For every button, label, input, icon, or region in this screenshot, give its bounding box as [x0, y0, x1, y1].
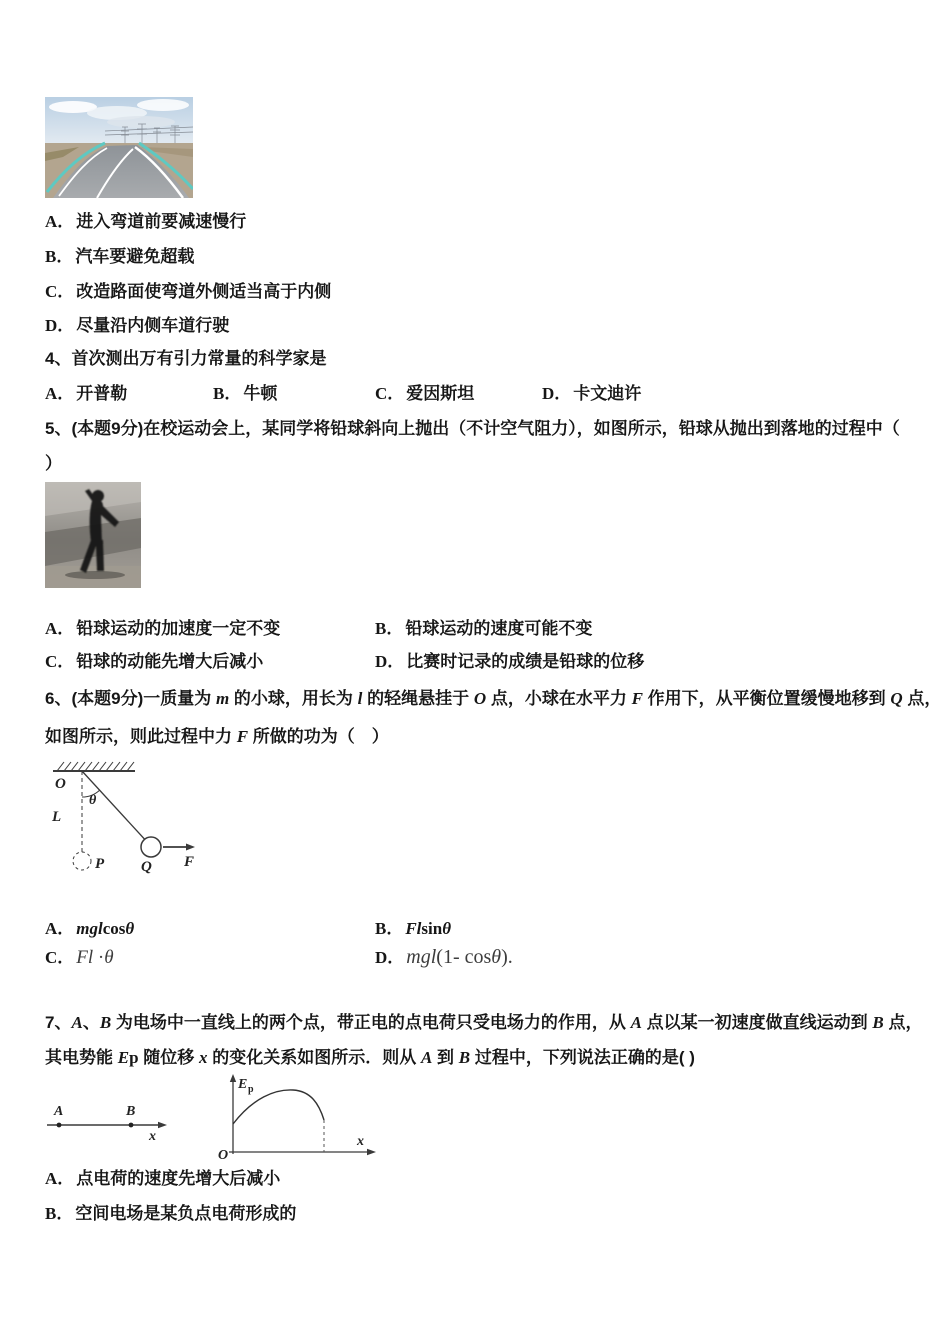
q7-option-a: [45, 1169, 905, 1188]
x-axis-arrowhead: [158, 1122, 167, 1128]
ep-x-graph: [205, 1072, 380, 1160]
ab-line-diagram: [45, 1095, 175, 1143]
pendulum-label-L: L: [52, 809, 62, 825]
shot-put-photo: [45, 482, 141, 588]
pendulum-label-theta: θ: [89, 793, 97, 808]
question-6-stem-line1: 6、(本题9分)一质量为 m 的小球，用长为 l 的轻绳悬挂于 O 点，小球在水平力 F 作用下，从平衡位置缓慢地移到 Q 点，: [45, 689, 942, 708]
question-4-options: [45, 384, 905, 403]
q6-option-b: [375, 919, 451, 938]
option-a-text: 进入弯道前要减速慢行: [76, 212, 247, 231]
pendulum-label-F: F: [184, 854, 195, 870]
road-option-a: [45, 212, 905, 231]
q4-option-c: [375, 384, 474, 403]
line-label-A: A: [54, 1104, 64, 1119]
x-axis-arrowhead: [367, 1149, 376, 1155]
y-axis-arrowhead: [230, 1074, 236, 1082]
q4-option-b: [213, 384, 277, 403]
q4-option-b-label: B．: [213, 384, 242, 403]
pendulum-label-P: P: [95, 856, 105, 872]
question-4-stem: 4、首次测出万有引力常量的科学家是: [45, 349, 327, 368]
option-a-label: A．: [45, 212, 75, 231]
graph-label-origin: O: [218, 1148, 229, 1160]
q4-option-d: [542, 384, 641, 403]
q6-option-a-label: A．: [45, 919, 75, 938]
graph-label-Ep: E: [238, 1077, 248, 1092]
option-c-label: C．: [45, 282, 75, 301]
q7-option-b: [45, 1204, 905, 1223]
road-option-c: [45, 282, 905, 301]
q5-option-b-label: B．: [375, 619, 404, 638]
q5-option-c: [45, 652, 263, 671]
q5-option-a-text: 铅球运动的加速度一定不变: [76, 619, 281, 638]
option-b-label: B．: [45, 247, 74, 266]
q6-option-a-formula: mglcosθ: [76, 919, 135, 938]
question-5-options-row2: [45, 652, 905, 671]
pendulum-label-Q: Q: [141, 859, 152, 875]
q4-option-c-text: 爱因斯坦: [406, 384, 475, 403]
q6-option-d: [375, 948, 513, 967]
road-option-b: [45, 247, 905, 266]
q5-option-b-text: 铅球运动的速度可能不变: [405, 619, 593, 638]
question-6-stem-line2: 如图所示，则此过程中力 F 所做的功为（ ）: [45, 727, 389, 746]
question-6-options-row1: [45, 919, 905, 938]
line-label-x: x: [149, 1129, 156, 1143]
q5-option-b: [375, 619, 592, 638]
option-b-text: 汽车要避免超载: [75, 247, 195, 266]
q5-option-a: [45, 619, 280, 638]
road-option-d: [45, 316, 905, 335]
option-c-text: 改造路面使弯道外侧适当高于内侧: [76, 282, 332, 301]
q6-option-a: [45, 919, 134, 938]
question-7-stem-line2: 其电势能 Ep 随位移 x 的变化关系如图所示．则从 A 到 B 过程中，下列说法正确的是( ): [45, 1048, 695, 1067]
q5-option-c-text: 铅球的动能先增大后减小: [76, 652, 264, 671]
line-label-B: B: [126, 1104, 136, 1119]
q4-option-c-label: C．: [375, 384, 405, 403]
q7-option-a-text: 点电荷的速度先增大后减小: [76, 1169, 281, 1188]
q4-option-a-text: 开普勒: [76, 384, 128, 403]
option-d-text: 尽量沿内侧车道行驶: [76, 316, 230, 335]
q4-option-d-text: 卡文迪许: [573, 384, 642, 403]
road-curve-photo: [45, 97, 193, 198]
question-5-stem-line2: ）: [45, 454, 62, 473]
q6-option-b-formula: Flsinθ: [405, 919, 452, 938]
q6-option-d-label: D．: [375, 948, 405, 967]
q5-option-c-label: C．: [45, 652, 75, 671]
q7-option-a-label: A．: [45, 1169, 75, 1188]
q4-option-a-label: A．: [45, 384, 75, 403]
q5-option-d-label: D．: [375, 652, 405, 671]
force-arrowhead: [186, 844, 195, 851]
question-7-stem-line1: 7、A、B 为电场中一直线上的两个点，带正电的点电荷只受电场力的作用，从 A 点以某一初速度做直线运动到 B 点，: [45, 1013, 923, 1032]
q4-option-a: [45, 384, 127, 403]
pendulum-label-O: O: [55, 776, 66, 792]
q6-option-d-formula: mgl(1- cosθ).: [406, 946, 513, 968]
q5-option-a-label: A．: [45, 619, 75, 638]
q6-option-c: [45, 948, 114, 967]
q5-option-d: [375, 652, 644, 671]
q6-option-c-label: C．: [45, 948, 75, 967]
q7-option-b-text: 空间电场是某负点电荷形成的: [75, 1204, 297, 1223]
q7-option-b-label: B．: [45, 1204, 74, 1223]
question-6-options-row2: [45, 948, 905, 967]
q4-option-b-text: 牛顿: [243, 384, 278, 403]
graph-label-Ep-sub: p: [248, 1084, 254, 1095]
question-5-options-row1: [45, 619, 905, 638]
graph-label-x: x: [357, 1134, 364, 1149]
question-5-stem-line1: 5、(本题9分)在校运动会上，某同学将铅球斜向上抛出（不计空气阻力），如图所示，铅球从抛出到落地的过程中（: [45, 419, 900, 438]
option-d-label: D．: [45, 316, 75, 335]
q6-option-b-label: B．: [375, 919, 404, 938]
q4-option-d-label: D．: [542, 384, 572, 403]
pendulum-diagram: [45, 757, 195, 889]
q5-option-d-text: 比赛时记录的成绩是铅球的位移: [406, 652, 645, 671]
q6-option-c-formula: Fl ·θ: [76, 947, 114, 968]
